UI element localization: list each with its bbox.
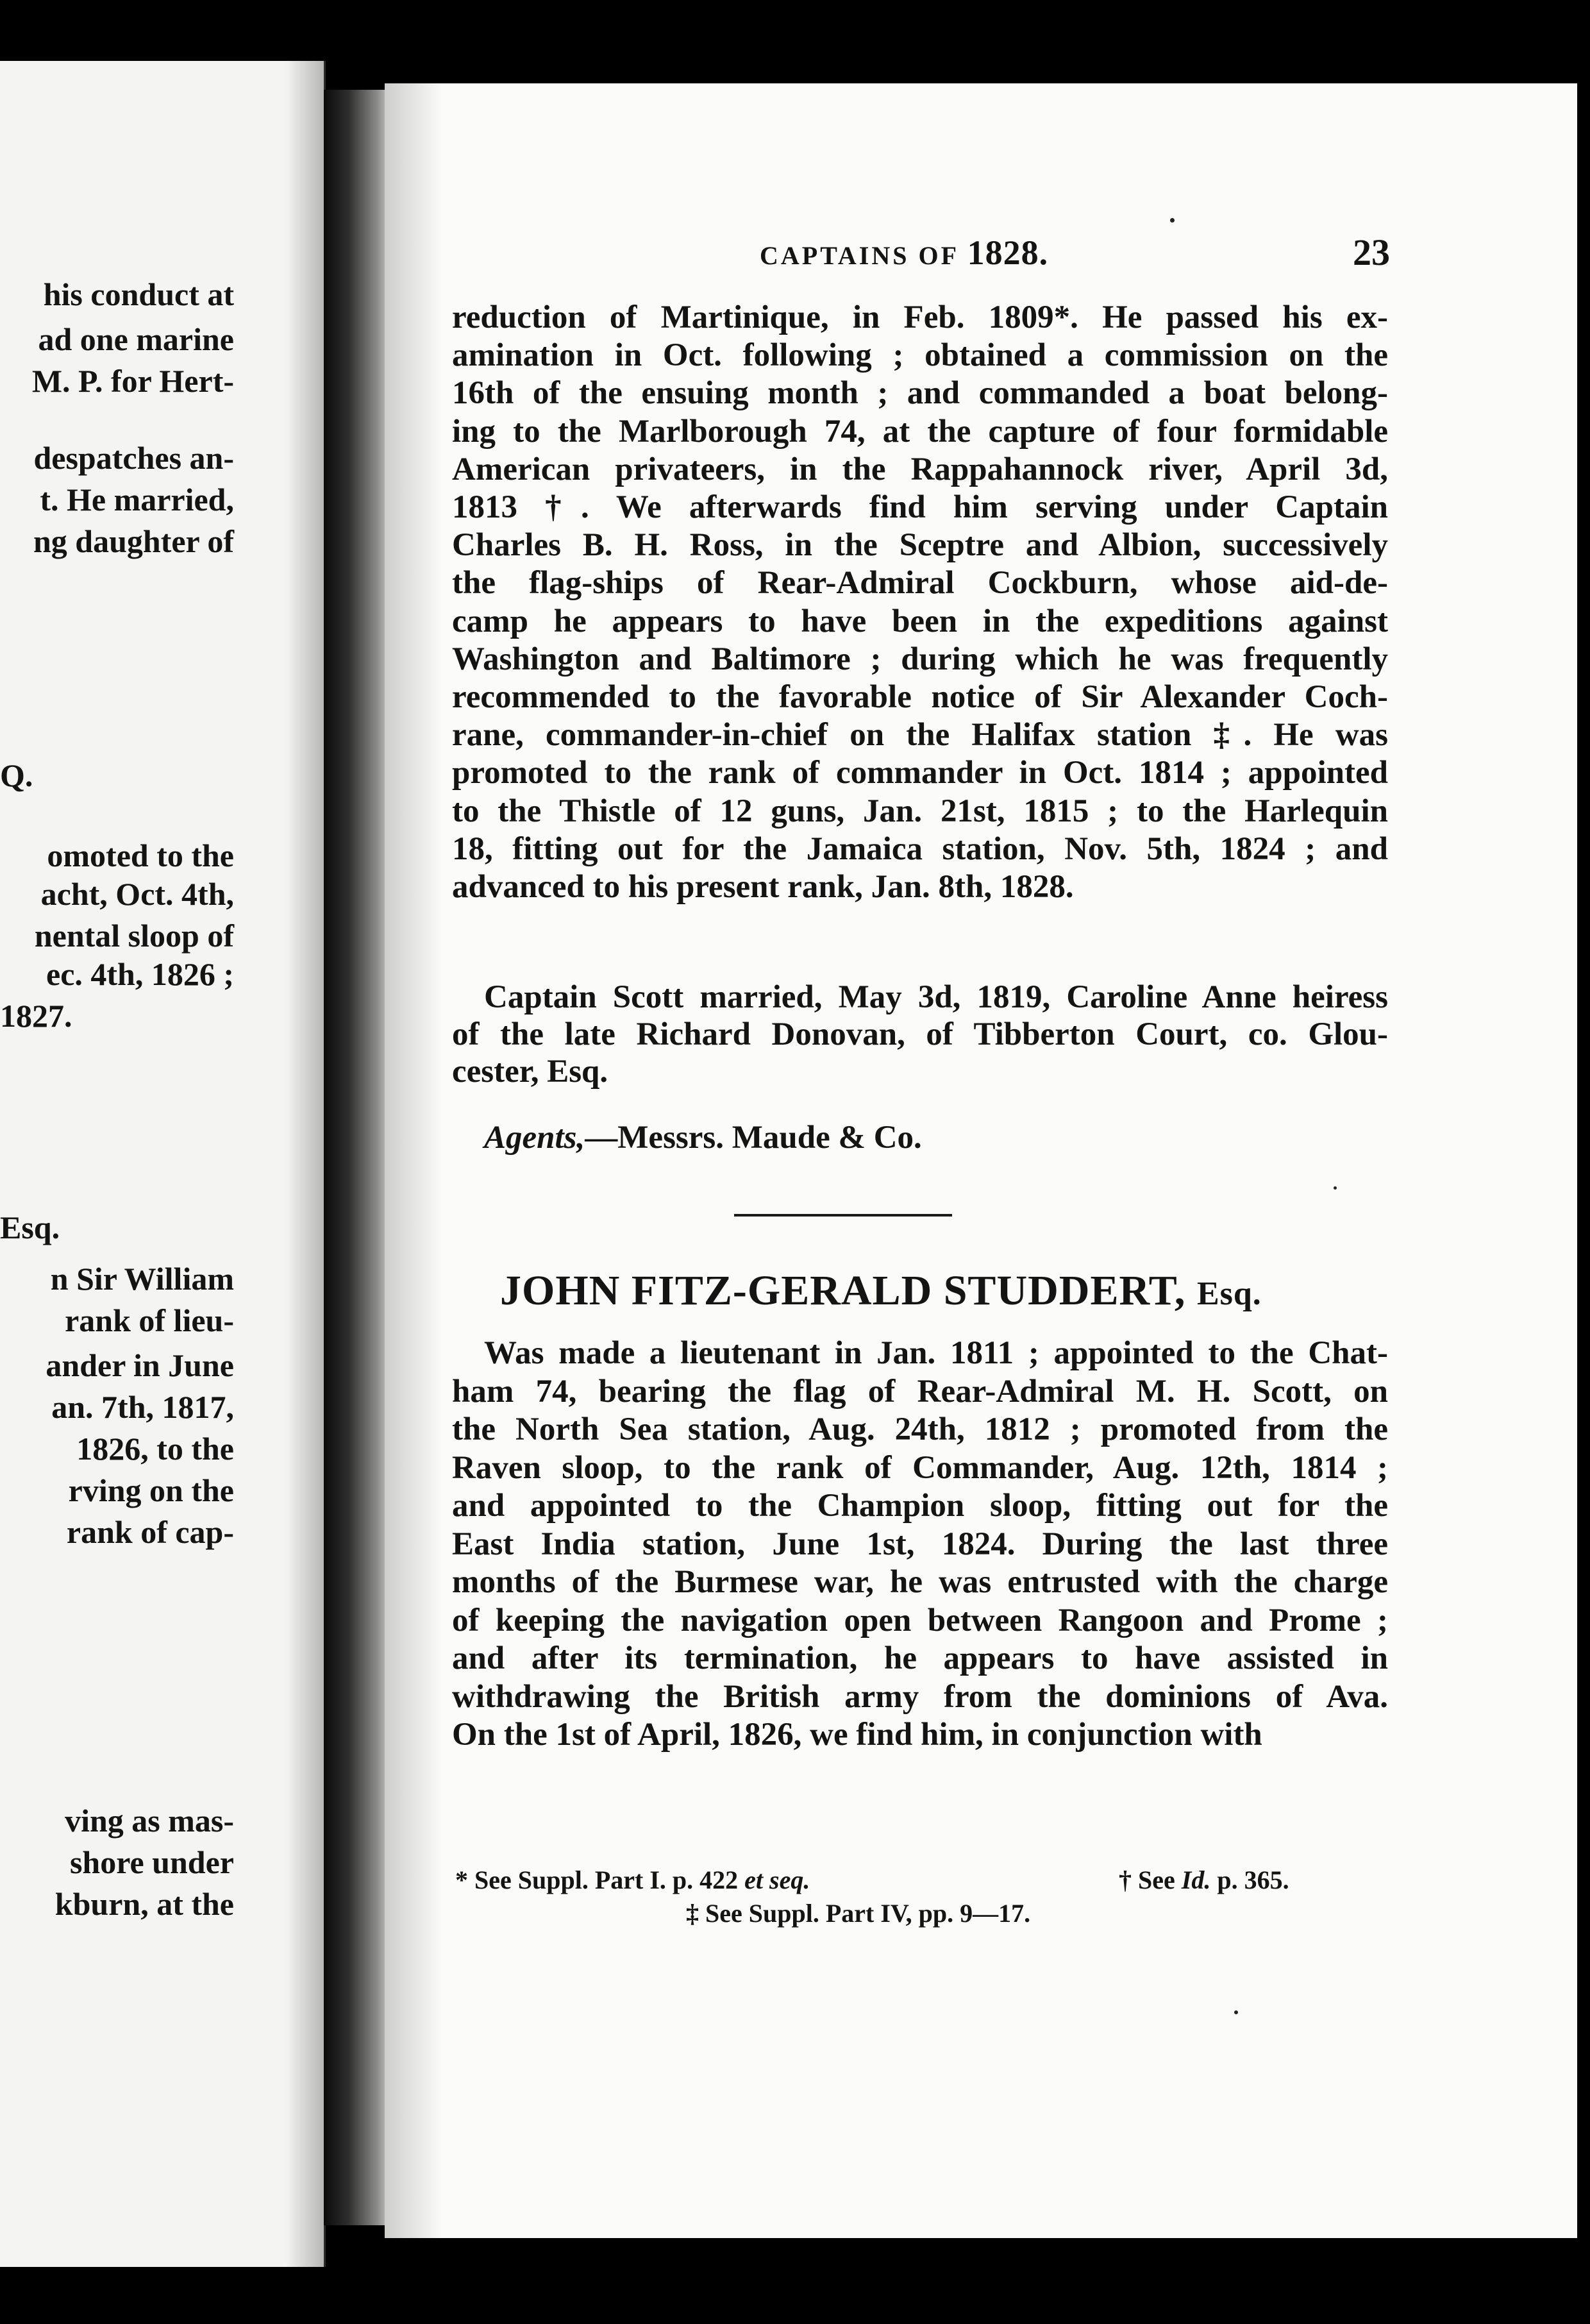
agents-line — [484, 1119, 922, 1156]
running-head-prefix: CAPTAINS OF — [760, 241, 967, 270]
footnote-star — [455, 1865, 810, 1895]
left-page-line: kburn, at the — [54, 1886, 234, 1922]
text-line: Washington and Baltimore ; during which he was frequently — [452, 641, 1388, 677]
text-line: advanced to his present rank, Jan. 8th, 1828. — [452, 869, 1074, 905]
left-page-line: ng daughter of — [33, 523, 234, 559]
footnote-dagger-italic: Id. — [1181, 1865, 1211, 1894]
footnote-star-italic: et seq. — [744, 1865, 810, 1894]
text-line: cester, Esq. — [452, 1054, 608, 1090]
left-page-line: Q. — [0, 757, 33, 793]
left-page-line: n Sir William — [50, 1261, 234, 1297]
text-line: of keeping the navigation open between Rangoon and Prome ; — [452, 1602, 1388, 1638]
text-line: 18, fitting out for the Jamaica station, Nov. 5th, 1824 ; and — [452, 830, 1388, 867]
text-line: amination in Oct. following ; obtained a commission on the — [452, 337, 1388, 374]
book-spine — [324, 90, 394, 2225]
heading-name: JOHN FITZ-GERALD STUDDERT, — [500, 1267, 1197, 1314]
left-page-line: his conduct at — [43, 276, 234, 312]
text-line: 1813 †. We afterwards find him serving under Captain — [452, 489, 1388, 525]
paper-speck — [1334, 1186, 1337, 1190]
left-page-line: ec. 4th, 1826 ; — [46, 956, 234, 992]
left-gutter-shadow — [285, 61, 324, 2267]
text-line: ing to the Marlborough 74, at the capture of four formidable — [452, 413, 1388, 450]
text-line: the flag-ships of Rear-Admiral Cockburn, whose aid-de- — [452, 565, 1388, 602]
text-line: East India station, June 1st, 1824. During the last three — [452, 1526, 1388, 1562]
text-line: On the 1st of April, 1826, we find him, in conjunction with — [452, 1717, 1262, 1753]
left-page-line: ving as mas- — [65, 1803, 234, 1839]
heading-suffix: Esq. — [1196, 1276, 1262, 1312]
text-line: Charles B. H. Ross, in the Sceptre and Albion, successively — [452, 527, 1388, 564]
paper-speck — [1234, 2010, 1238, 2014]
left-page-line: rank of cap- — [66, 1514, 234, 1550]
running-head — [760, 233, 1048, 273]
text-line: 16th of the ensuing month ; and commanded a boat belong- — [452, 375, 1388, 412]
text-line: the North Sea station, Aug. 24th, 1812 ; promoted from the — [452, 1411, 1388, 1447]
section-heading — [500, 1267, 1262, 1315]
footnote-dagger — [1119, 1865, 1289, 1895]
text-line: American privateers, in the Rappahannock river, April 3d, — [452, 451, 1388, 487]
left-page-line: M. P. for Hert- — [31, 363, 234, 399]
text-line: and after its termination, he appears to have assisted in — [452, 1640, 1388, 1676]
left-page-line: t. He married, — [40, 482, 234, 518]
left-page-line: despatches an- — [33, 440, 234, 476]
left-page-line: omoted to the — [47, 838, 234, 873]
text-line: Captain Scott married, May 3d, 1819, Caroline Anne heiress — [484, 979, 1388, 1015]
text-line: promoted to the rank of commander in Oct. 1814 ; appointed — [452, 755, 1388, 791]
text-line: Was made a lieutenant in Jan. 1811 ; appointed to the Chat- — [484, 1335, 1388, 1371]
text-line: and appointed to the Champion sloop, fitting out for the — [452, 1488, 1388, 1524]
left-page — [0, 61, 326, 2267]
text-line: to the Thistle of 12 guns, Jan. 21st, 1815 ; to the Harlequin — [452, 793, 1388, 829]
left-page-line: ander in June — [46, 1347, 234, 1383]
agents-text: —Messrs. Maude & Co. — [585, 1120, 922, 1156]
text-line: reduction of Martinique, in Feb. 1809*. He passed his ex- — [452, 299, 1388, 335]
left-page-line: rank of lieu- — [65, 1302, 234, 1338]
text-line: recommended to the favorable notice of Sir Alexander Coch- — [452, 679, 1388, 715]
paper-speck — [1170, 218, 1175, 223]
footnote-double-dagger: ‡ See Suppl. Part IV, pp. 9—17. — [686, 1899, 1031, 1928]
inner-page-shadow — [385, 83, 442, 2238]
left-page-line: Esq. — [0, 1209, 60, 1245]
footnote-dagger-prefix: † See — [1119, 1865, 1182, 1894]
text-line: months of the Burmese war, he was entrusted with the charge — [452, 1564, 1388, 1600]
text-line: camp he appears to have been in the expeditions against — [452, 603, 1388, 639]
left-page-line: an. 7th, 1817, — [51, 1389, 234, 1425]
left-page-line: 1827. — [0, 998, 72, 1034]
right-page — [385, 83, 1577, 2238]
text-line: rane, commander-in-chief on the Halifax station ‡. He was — [452, 717, 1388, 754]
text-line: withdrawing the British army from the dominions of Ava. — [452, 1678, 1388, 1715]
left-page-line: nental sloop of — [34, 918, 234, 954]
left-page-line: acht, Oct. 4th, — [40, 876, 234, 912]
section-divider — [734, 1214, 952, 1217]
text-line: ham 74, bearing the flag of Rear-Admiral M. H. Scott, on — [452, 1373, 1388, 1410]
running-head-year: 1828. — [967, 233, 1049, 272]
text-line: of the late Richard Donovan, of Tibberton Court, co. Glou- — [452, 1016, 1388, 1052]
left-page-line: shore under — [69, 1844, 234, 1880]
footnote-star-text: * See Suppl. Part I. p. 422 — [455, 1865, 745, 1894]
text-line: Raven sloop, to the rank of Commander, Aug. 12th, 1814 ; — [452, 1449, 1388, 1486]
left-page-line: 1826, to the — [76, 1431, 234, 1467]
left-page-line: rving on the — [68, 1472, 234, 1508]
page-number: 23 — [1353, 232, 1390, 273]
agents-label: Agents, — [484, 1120, 585, 1156]
footnote-dagger-suffix: p. 365. — [1210, 1865, 1289, 1894]
left-page-line: ad one marine — [38, 321, 234, 357]
